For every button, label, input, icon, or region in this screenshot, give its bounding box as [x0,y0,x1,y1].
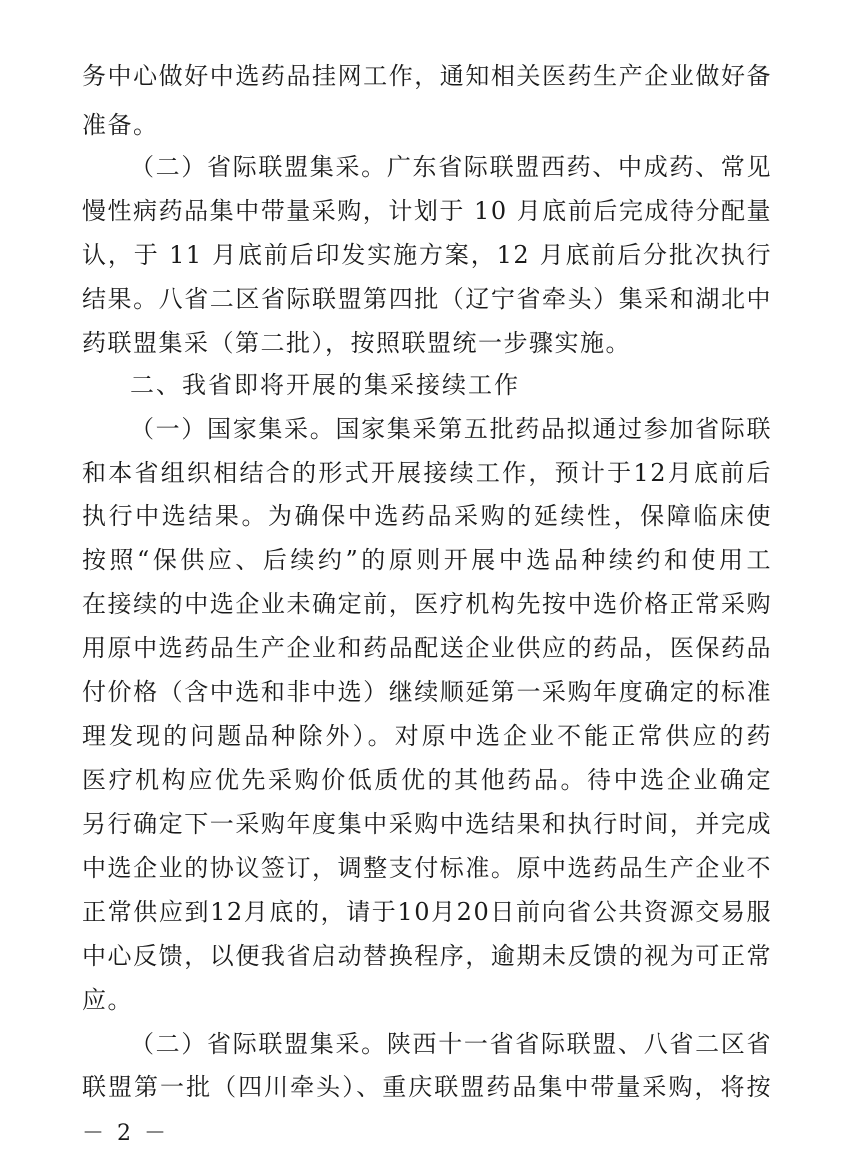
body-line: 执行中选结果。为确保中选药品采购的延续性，保障临床使 [82,502,772,530]
body-line: 药联盟集采（第二批），按照联盟统一步骤实施。 [82,329,631,357]
body-line: 和本省组织相结合的形式开展接续工作，预计于12月底前后 [82,459,772,487]
body-line: 付价格（含中选和非中选）继续顺延第一采购年度确定的标准 [82,678,772,706]
body-line: 慢性病药品集中带量采购，计划于 10 月底前后完成待分配量 [82,197,772,225]
body-line: （二）省际联盟集采。陕西十一省省际联盟、八省二区省 [130,1030,772,1058]
body-line: 中心反馈，以便我省启动替换程序，逾期未反馈的视为可正常 [82,942,772,970]
body-line: 按照“保供应、后续约”的原则开展中选品种续约和使用工 [82,546,772,574]
body-line: 联盟第一批（四川牵头）、重庆联盟药品集中带量采购，将按 [82,1073,772,1101]
body-line: 在接续的中选企业未确定前，医疗机构先按中选价格正常采购 [82,590,772,618]
body-line: 认，于 11 月底前后印发实施方案，12 月底前后分批次执行 [82,241,772,269]
body-line: 结果。八省二区省际联盟第四批（辽宁省牵头）集采和湖北中 [82,285,772,313]
body-line: 另行确定下一采购年度集中采购中选结果和执行时间，并完成 [82,810,772,838]
page-number: － 2 － [82,1121,169,1146]
body-line: 务中心做好中选药品挂网工作，通知相关医药生产企业做好备 [82,62,772,90]
body-line: 中选企业的协议签订，调整支付标准。原中选药品生产企业不 [82,854,772,882]
body-line: 用原中选药品生产企业和药品配送企业供应的药品，医保药品 [82,634,772,662]
body-line: 正常供应到12月底的，请于10月20日前向省公共资源交易服 [82,898,772,926]
body-line: 准备。 [82,111,159,139]
body-line: （一）国家集采。国家集采第五批药品拟通过参加省际联 [130,415,772,443]
body-line: 医疗机构应优先采购价低质优的其他药品。待中选企业确定 [82,766,772,794]
body-line: 应。 [82,986,133,1014]
body-line: （二）省际联盟集采。广东省际联盟西药、中成药、常见 [130,153,772,181]
body-line: 理发现的问题品种除外）。对原中选企业不能正常供应的药 [82,722,772,750]
section-heading: 二、我省即将开展的集采接续工作 [130,371,520,399]
